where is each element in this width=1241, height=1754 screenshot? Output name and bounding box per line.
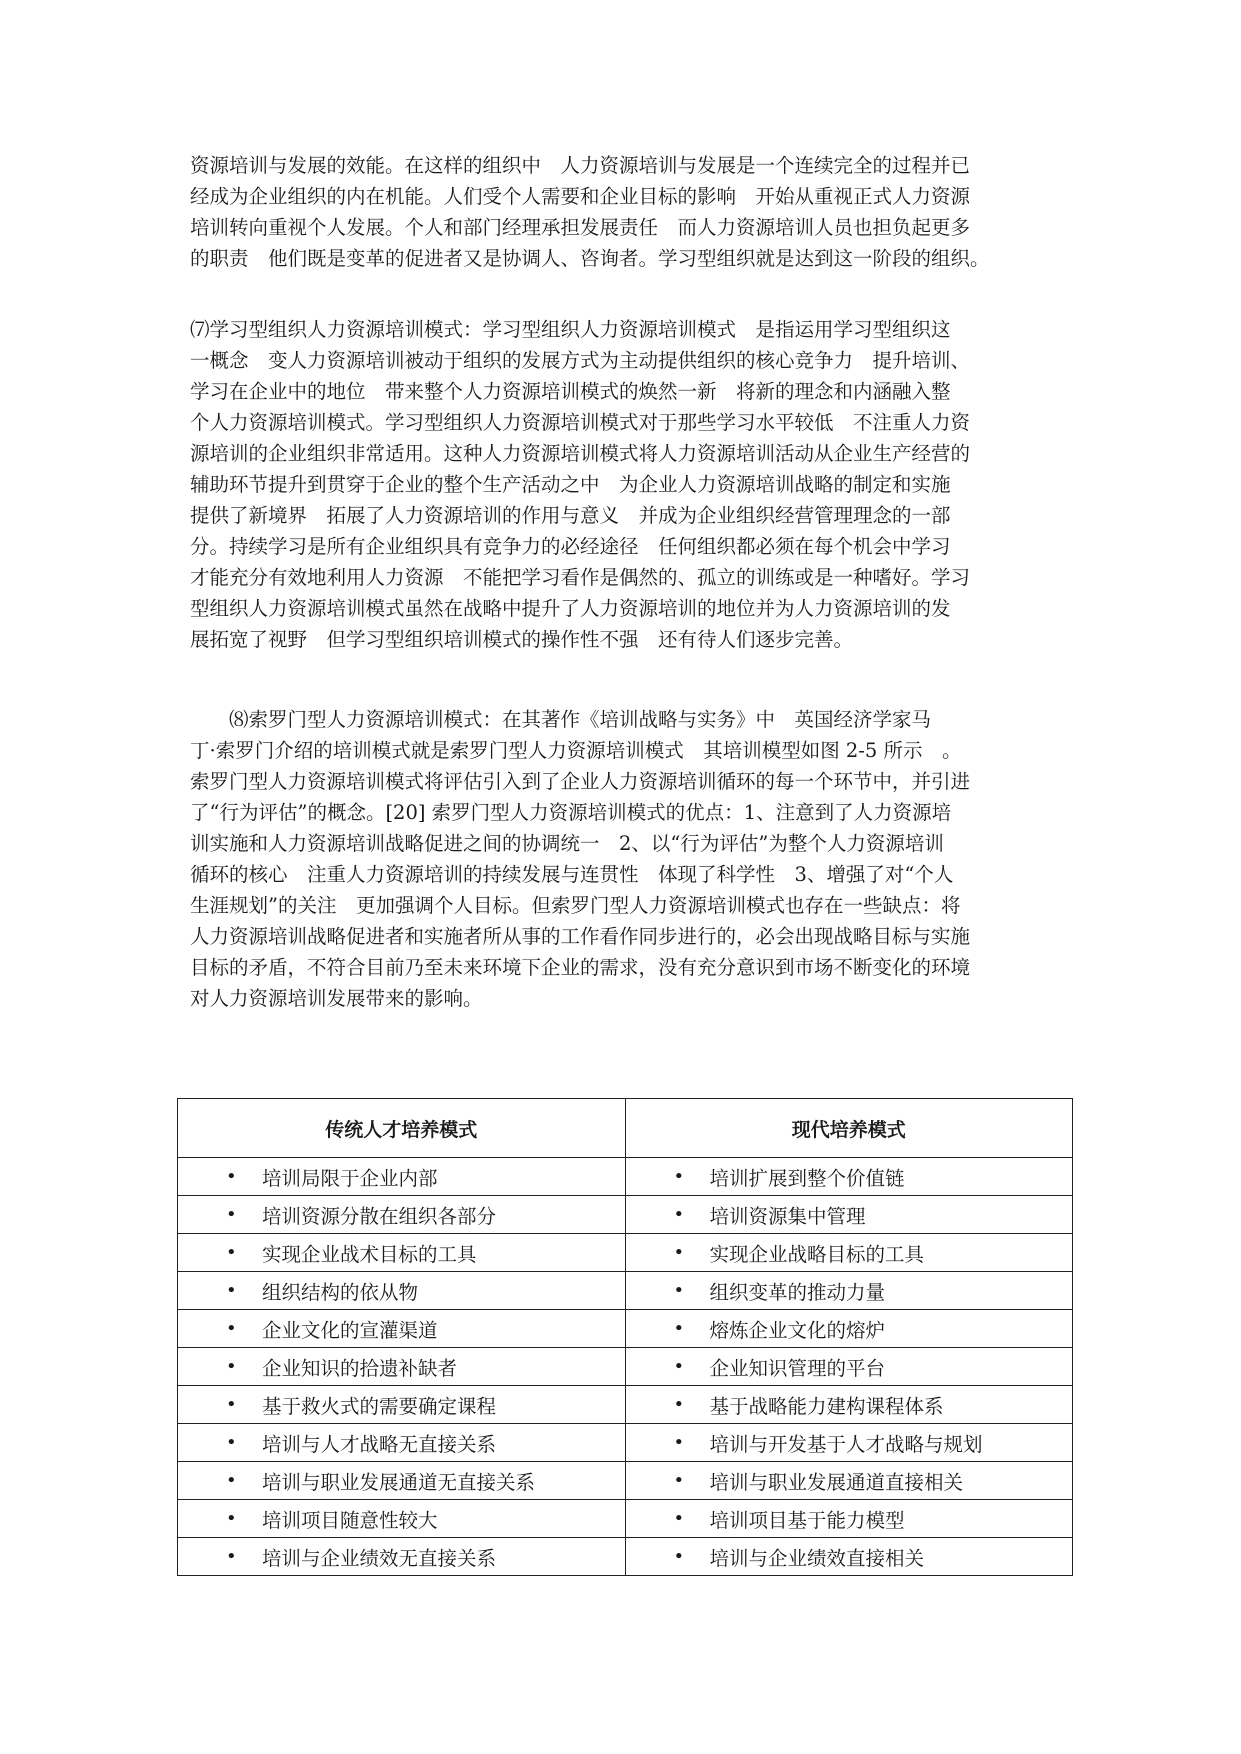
text-line: 人力资源培训战略促进者和实施者所从事的工作看作同步进行的，必会出现战略目标与实施: [190, 925, 971, 948]
cell-modern: [625, 1538, 1073, 1576]
cell-text: 培训扩展到整个价值链: [709, 1166, 905, 1190]
cell-text: 培训与职业发展通道无直接关系: [262, 1470, 536, 1494]
bullet-icon: •: [673, 1204, 685, 1225]
bullet-item: [178, 1163, 625, 1191]
bullet-icon: •: [673, 1280, 685, 1301]
text-line: ⑻索罗门型人力资源培训模式：在其著作《培训战略与实务》中 英国经济学家马: [190, 708, 932, 731]
text-line: 提供了新境界 拓展了人力资源培训的作用与意义 并成为企业组织经营管理理念的一部: [190, 504, 951, 527]
cell-text: 组织变革的推动力量: [709, 1280, 886, 1304]
cell-traditional: [178, 1462, 626, 1500]
cell-modern: [625, 1272, 1073, 1310]
text-line: 培训转向重视个人发展。个人和部门经理承担发展责任 而人力资源培训人员也担负起更多: [190, 216, 971, 239]
bullet-icon: •: [226, 1318, 237, 1339]
cell-modern: [625, 1424, 1073, 1462]
cell-traditional: [178, 1158, 626, 1196]
paragraph-learning-org-model: [190, 314, 1060, 655]
bullet-item: [178, 1467, 625, 1495]
bullet-icon: •: [673, 1508, 685, 1529]
bullet-icon: •: [673, 1242, 685, 1263]
text-line: 分。持续学习是所有企业组织具有竞争力的必经途径 任何组织都必须在每个机会中学习: [190, 535, 951, 558]
text-line: 了“行为评估”的概念。[20] 索罗门型人力资源培训模式的优点：1、注意到了人力资源培: [190, 801, 952, 824]
text-line: 的职责 他们既是变革的促进者又是协调人、咨询者。学习型组织就是达到这一阶段的组织。: [190, 247, 990, 270]
text-line: 丁·索罗门介绍的培训模式就是索罗门型人力资源培训模式 其培训模型如图 2-5 所示 。: [190, 739, 962, 762]
bullet-icon: •: [673, 1356, 685, 1377]
bullet-icon: •: [673, 1394, 685, 1415]
bullet-icon: •: [226, 1508, 237, 1529]
text-line: 目标的矛盾，不符合目前乃至未来环境下企业的需求，没有充分意识到市场不断变化的环境: [190, 956, 971, 979]
bullet-icon: •: [673, 1546, 685, 1567]
cell-traditional: [178, 1272, 626, 1310]
table-row: [178, 1348, 1073, 1386]
bullet-item: [178, 1201, 625, 1229]
table-row: [178, 1272, 1073, 1310]
table-row: [178, 1424, 1073, 1462]
paragraph-learning-org-stage: [190, 150, 1060, 274]
bullet-item: [626, 1543, 1073, 1571]
header-modern: 现代培养模式: [625, 1099, 1073, 1158]
table-row: [178, 1386, 1073, 1424]
cell-modern: [625, 1310, 1073, 1348]
bullet-icon: •: [226, 1166, 237, 1187]
bullet-item: [626, 1201, 1073, 1229]
cell-modern: [625, 1158, 1073, 1196]
comparison-table: [177, 1098, 1073, 1576]
bullet-item: [626, 1239, 1073, 1267]
bullet-item: [178, 1429, 625, 1457]
bullet-item: [178, 1505, 625, 1533]
bullet-item: [178, 1391, 625, 1419]
cell-text: 培训资源分散在组织各部分: [262, 1204, 497, 1228]
text-line: 索罗门型人力资源培训模式将评估引入到了企业人力资源培训循环的每一个环节中，并引进: [190, 770, 971, 793]
paragraph-solomon-model: [190, 704, 1060, 1014]
text-line: 生涯规划”的关注 更加强调个人目标。但索罗门型人力资源培训模式也存在一些缺点：将: [190, 894, 961, 917]
cell-text: 实现企业战术目标的工具: [262, 1242, 477, 1266]
bullet-item: [626, 1391, 1073, 1419]
text-line: 才能充分有效地利用人力资源 不能把学习看作是偶然的、孤立的训练或是一种嗜好。学习: [190, 566, 971, 589]
cell-text: 熔炼企业文化的熔炉: [709, 1318, 886, 1342]
bullet-icon: •: [673, 1432, 685, 1453]
header-traditional: 传统人才培养模式: [178, 1099, 626, 1158]
bullet-icon: •: [226, 1394, 237, 1415]
text-line: 资源培训与发展的效能。在这样的组织中 人力资源培训与发展是一个连续完全的过程并已: [190, 154, 971, 177]
bullet-icon: •: [226, 1546, 237, 1567]
cell-text: 培训与职业发展通道直接相关: [709, 1470, 964, 1494]
table-row: [178, 1310, 1073, 1348]
table-row: [178, 1538, 1073, 1576]
text-line: 循环的核心 注重人力资源培训的持续发展与连贯性 体现了科学性 3、增强了对“个人: [190, 863, 954, 886]
cell-text: 培训与企业绩效直接相关: [709, 1546, 925, 1570]
cell-traditional: [178, 1424, 626, 1462]
cell-text: 培训与开发基于人才战略与规划: [709, 1432, 983, 1456]
cell-modern: [625, 1348, 1073, 1386]
cell-text: 实现企业战略目标的工具: [709, 1242, 925, 1266]
cell-modern: [625, 1500, 1073, 1538]
text-line: 训实施和人力资源培训战略促进之间的协调统一 2、以“行为评估”为整个人力资源培训: [190, 832, 944, 855]
cell-traditional: [178, 1386, 626, 1424]
table-header-row: [178, 1099, 1073, 1158]
bullet-icon: •: [226, 1356, 237, 1377]
bullet-icon: •: [673, 1318, 685, 1339]
bullet-item: [626, 1505, 1073, 1533]
cell-traditional: [178, 1310, 626, 1348]
cell-text: 培训与企业绩效无直接关系: [262, 1546, 497, 1570]
cell-text: 培训与人才战略无直接关系: [262, 1432, 497, 1456]
table-body: [178, 1158, 1073, 1576]
bullet-icon: •: [226, 1432, 237, 1453]
bullet-item: [626, 1429, 1073, 1457]
text-line: 一概念 变人力资源培训被动于组织的发展方式为主动提供组织的核心竞争力 提升培训、: [190, 349, 971, 372]
bullet-item: [178, 1353, 625, 1381]
cell-traditional: [178, 1500, 626, 1538]
cell-text: 培训局限于企业内部: [262, 1166, 438, 1190]
text-line: 展拓宽了视野 但学习型组织培训模式的操作性不强 还有待人们逐步完善。: [190, 628, 854, 651]
cell-traditional: [178, 1538, 626, 1576]
cell-text: 企业知识的拾遗补缺者: [262, 1356, 458, 1380]
bullet-item: [626, 1277, 1073, 1305]
table-row: [178, 1158, 1073, 1196]
cell-modern: [625, 1234, 1073, 1272]
cell-traditional: [178, 1196, 626, 1234]
cell-modern: [625, 1386, 1073, 1424]
text-line: 学习在企业中的地位 带来整个人力资源培训模式的焕然一新 将新的理念和内涵融入整: [190, 380, 951, 403]
bullet-item: [178, 1277, 625, 1305]
bullet-icon: •: [673, 1470, 685, 1491]
text-line: 辅助环节提升到贯穿于企业的整个生产活动之中 为企业人力资源培训战略的制定和实施: [190, 473, 951, 496]
bullet-icon: •: [226, 1204, 237, 1225]
bullet-item: [178, 1239, 625, 1267]
table-row: [178, 1462, 1073, 1500]
cell-text: 企业知识管理的平台: [709, 1356, 886, 1380]
table-row: [178, 1234, 1073, 1272]
cell-modern: [625, 1462, 1073, 1500]
cell-text: 培训资源集中管理: [709, 1204, 866, 1228]
bullet-icon: •: [226, 1470, 237, 1491]
text-line: 个人力资源培训模式。学习型组织人力资源培训模式对于那些学习水平较低 不注重人力资: [190, 411, 971, 434]
bullet-icon: •: [226, 1280, 237, 1301]
table-row: [178, 1196, 1073, 1234]
cell-text: 培训项目随意性较大: [262, 1508, 438, 1532]
cell-text: 培训项目基于能力模型: [709, 1508, 905, 1532]
text-line: 经成为企业组织的内在机能。人们受个人需要和企业目标的影响 开始从重视正式人力资源: [190, 185, 971, 208]
bullet-item: [178, 1315, 625, 1343]
bullet-icon: •: [226, 1242, 237, 1263]
text-line: ⑺学习型组织人力资源培训模式：学习型组织人力资源培训模式 是指运用学习型组织这: [190, 318, 951, 341]
cell-text: 组织结构的依从物: [262, 1280, 419, 1304]
cell-modern: [625, 1196, 1073, 1234]
text-line: 源培训的企业组织非常适用。这种人力资源培训模式将人力资源培训活动从企业生产经营的: [190, 442, 971, 465]
text-line: 型组织人力资源培训模式虽然在战略中提升了人力资源培训的地位并为人力资源培训的发: [190, 597, 951, 620]
cell-text: 企业文化的宣灌渠道: [262, 1318, 438, 1342]
cell-text: 基于救火式的需要确定课程: [262, 1394, 497, 1418]
cell-text: 基于战略能力建构课程体系: [709, 1394, 944, 1418]
bullet-item: [626, 1163, 1073, 1191]
bullet-item: [178, 1543, 625, 1571]
cell-traditional: [178, 1234, 626, 1272]
bullet-item: [626, 1315, 1073, 1343]
text-line: 对人力资源培训发展带来的影响。: [190, 987, 483, 1010]
table-row: [178, 1500, 1073, 1538]
bullet-item: [626, 1353, 1073, 1381]
cell-traditional: [178, 1348, 626, 1386]
bullet-icon: •: [673, 1166, 685, 1187]
bullet-item: [626, 1467, 1073, 1495]
